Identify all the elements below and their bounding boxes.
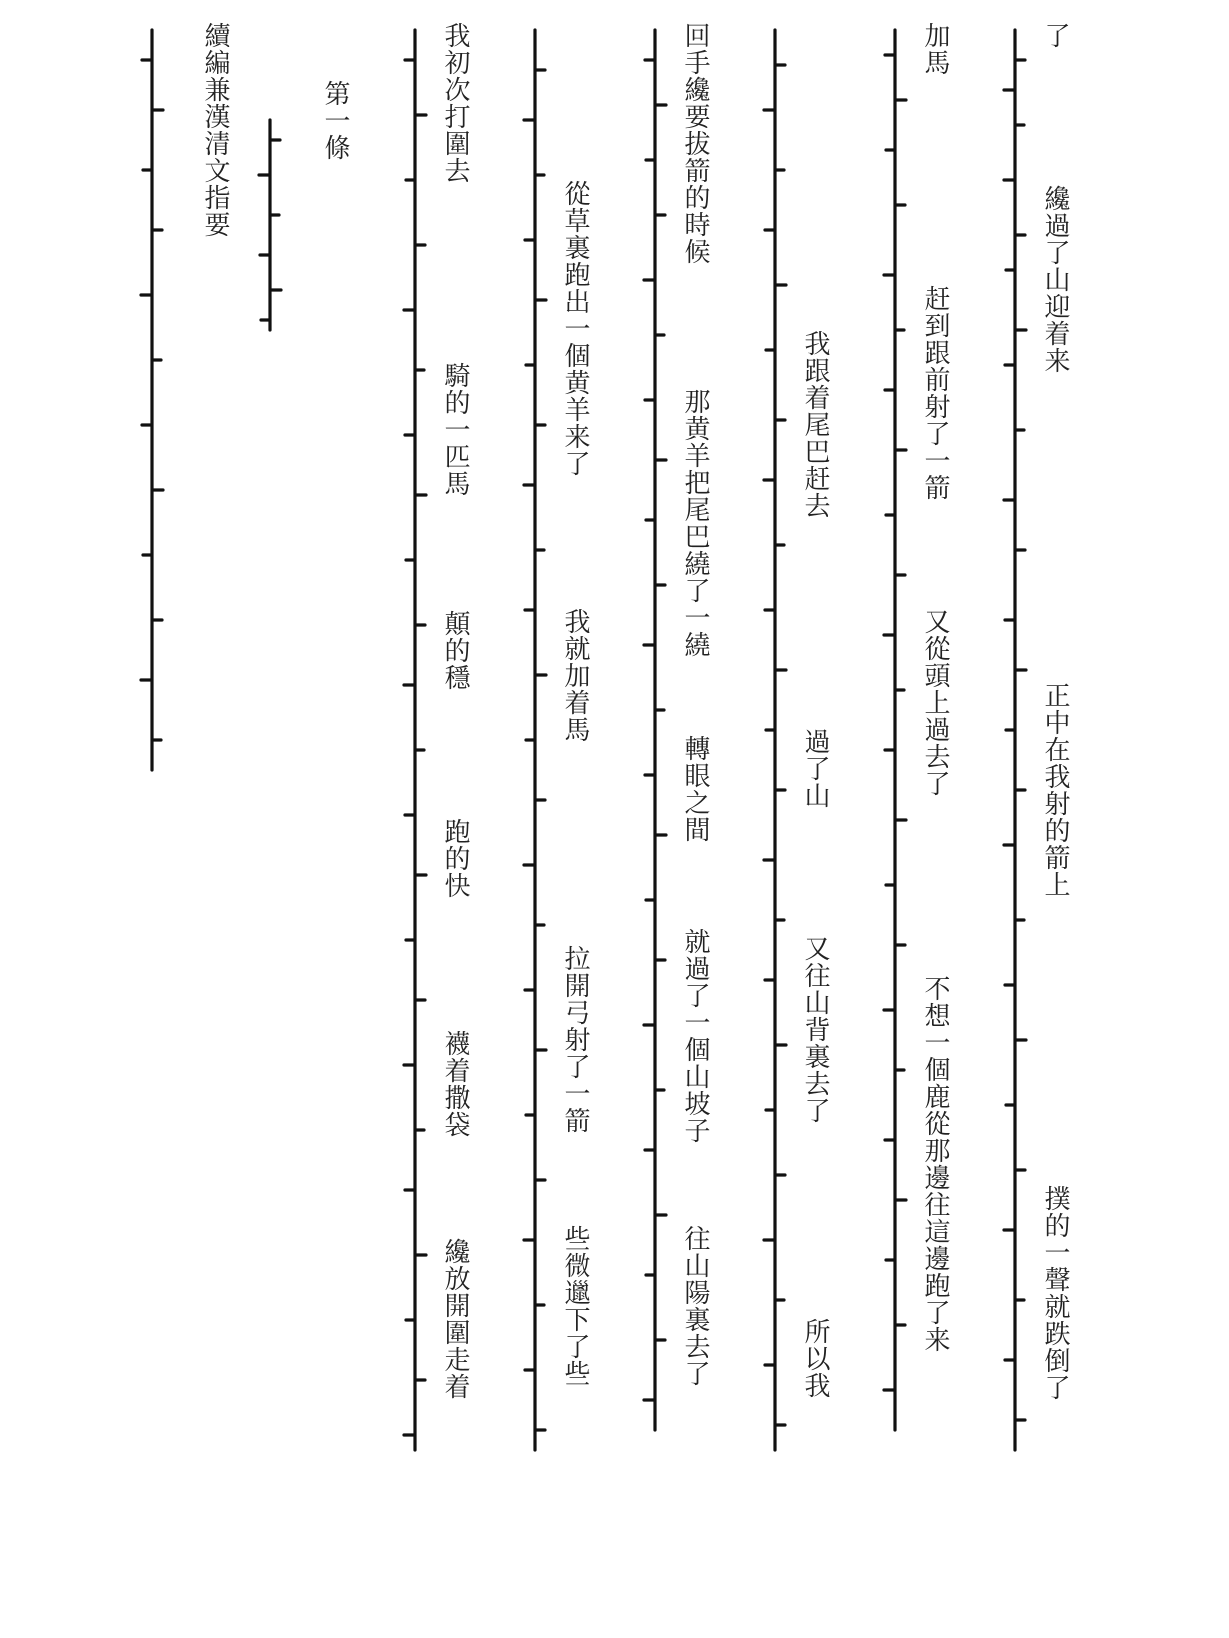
manchu-script-section (259, 120, 281, 330)
chinese-gloss-4-5: 往山陽裏去了 (680, 1225, 710, 1387)
chinese-gloss-2-1: 加馬 (920, 22, 950, 76)
chinese-gloss-3-2: 過了山 (800, 728, 830, 809)
chinese-gloss-4-2: 那黄羊把尾巴繞了一繞 (680, 388, 710, 658)
chinese-gloss-1-3: 正中在我射的箭上 (1040, 682, 1070, 898)
manchu-script-line-2 (884, 30, 906, 1430)
chinese-gloss-5-1: 從草裏跑出一個黄羊来了 (560, 180, 590, 477)
chinese-gloss-3-3: 又往山背裏去了 (800, 935, 830, 1124)
manchu-script-line-4 (644, 30, 666, 1430)
chinese-gloss-1-2: 纔過了山迎着来 (1040, 185, 1070, 374)
manchu-script-line-5 (524, 30, 546, 1450)
chinese-gloss-2-2: 赶到跟前射了一箭 (920, 285, 950, 501)
chinese-gloss-3-4: 所以我 (800, 1318, 830, 1399)
manchu-script-line-3 (764, 30, 786, 1450)
manchu-script-line-6 (404, 30, 426, 1450)
chinese-gloss-6-2: 騎的一匹馬 (440, 362, 470, 497)
chinese-gloss-3-1: 我跟着尾巴赶去 (800, 330, 830, 519)
manchu-script-title (141, 30, 163, 770)
chinese-gloss-5-4: 些微邋下了些 (560, 1225, 590, 1387)
chinese-gloss-1-4: 撲的一聲就跌倒了 (1040, 1185, 1070, 1401)
chinese-gloss-2-4: 不想一個鹿從那邊往這邊跑了来 (920, 975, 950, 1353)
chinese-gloss-4-3: 轉眼之間 (680, 735, 710, 843)
chinese-gloss-5-3: 拉開弓射了一箭 (560, 945, 590, 1134)
chinese-gloss-4-1: 回手纔要拔箭的時候 (680, 22, 710, 265)
chinese-gloss-6-5: 襪着撒袋 (440, 1030, 470, 1138)
chinese-gloss-6-1: 我初次打圍去 (440, 22, 470, 184)
chinese-gloss-5-2: 我就加着馬 (560, 608, 590, 743)
chinese-gloss-4-4: 就過了一個山坡子 (680, 928, 710, 1144)
manchu-book-title (140, 30, 164, 770)
manchu-section-label (258, 120, 282, 330)
chinese-gloss-6-4: 跑的快 (440, 818, 470, 899)
chinese-gloss-6-3: 顛的穩 (440, 610, 470, 691)
manchu-line-2 (883, 30, 907, 1430)
book-title: 續編兼漢清文指要 (200, 22, 230, 238)
manchu-script-line-1 (1004, 30, 1026, 1450)
chinese-gloss-6-6: 纔放開圍走着 (440, 1238, 470, 1400)
manchu-line-6 (403, 30, 427, 1450)
manchu-line-3 (763, 30, 787, 1450)
manchu-line-5 (523, 30, 547, 1450)
chinese-gloss-1-1: 了 (1040, 22, 1070, 49)
manchu-line-1 (1003, 30, 1027, 1450)
manchu-line-4 (643, 30, 667, 1430)
chinese-gloss-2-3: 又從頭上過去了 (920, 608, 950, 797)
section-label: 第一條 (320, 80, 350, 161)
